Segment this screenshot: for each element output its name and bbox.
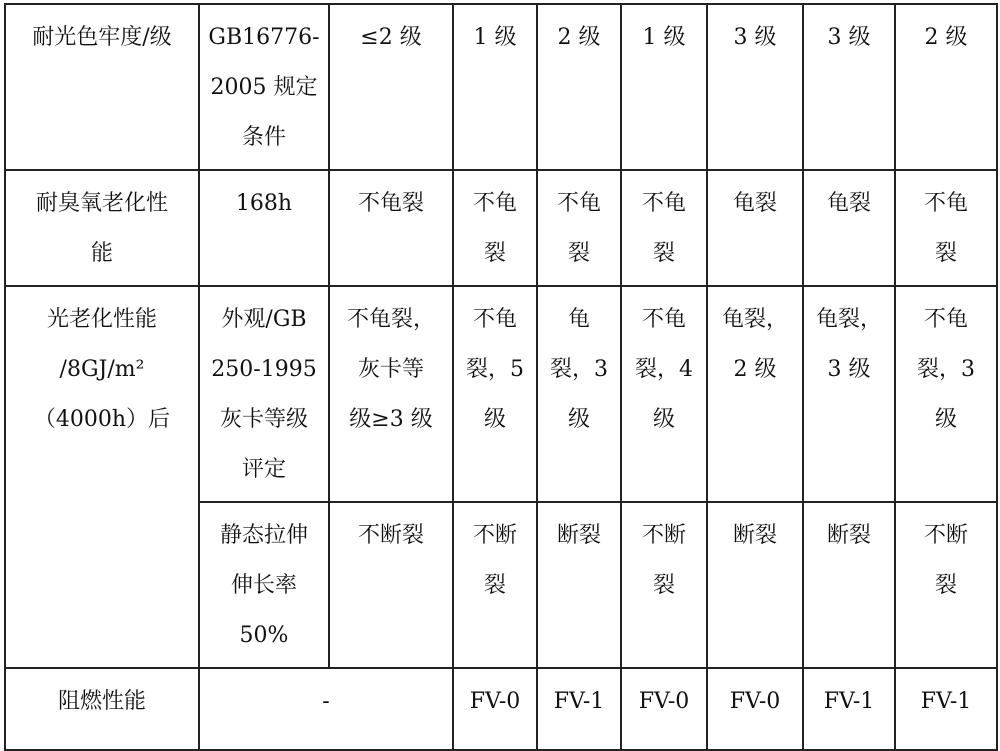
table-cell: 3 级	[803, 4, 895, 170]
merged-cell: -	[199, 668, 453, 750]
table-cell: FV-0	[621, 668, 707, 750]
table-cell: 不断 裂	[621, 502, 707, 668]
table-cell: 2 级	[537, 4, 621, 170]
table-cell: 断裂	[707, 502, 803, 668]
table-cell: 1 级	[453, 4, 537, 170]
table-cell: 龟 裂，3 级	[537, 286, 621, 502]
table-cell: 不龟 裂	[895, 170, 997, 286]
table-cell: FV-0	[707, 668, 803, 750]
requirement: 不龟裂	[329, 170, 453, 286]
requirement: ≤2 级	[329, 4, 453, 170]
table-cell: FV-0	[453, 668, 537, 750]
properties-table	[4, 3, 998, 751]
table-cell: 2 级	[895, 4, 997, 170]
table-row	[5, 170, 997, 286]
test-condition: 外观/GB 250-1995 灰卡等级 评定	[199, 286, 329, 502]
row-label: 耐臭氧老化性 能	[5, 170, 199, 286]
table-cell: 龟裂， 2 级	[707, 286, 803, 502]
row-label: 阻燃性能	[5, 668, 199, 750]
table-cell: 不龟 裂，5 级	[453, 286, 537, 502]
table-cell: 不龟 裂，3 级	[895, 286, 997, 502]
table-cell: 3 级	[707, 4, 803, 170]
table-cell: 断裂	[803, 502, 895, 668]
table-cell: 不断 裂	[453, 502, 537, 668]
table-cell: 不龟 裂，4 级	[621, 286, 707, 502]
table-row	[5, 668, 997, 750]
table-cell: 不龟 裂	[453, 170, 537, 286]
table-cell: 不龟 裂	[537, 170, 621, 286]
requirement: 不龟裂， 灰卡等 级≥3 级	[329, 286, 453, 502]
requirement: 不断裂	[329, 502, 453, 668]
table-cell: 1 级	[621, 4, 707, 170]
test-condition: 168h	[199, 170, 329, 286]
table-cell: 不断 裂	[895, 502, 997, 668]
table-cell: FV-1	[895, 668, 997, 750]
table-cell: 龟裂， 3 级	[803, 286, 895, 502]
table-row	[5, 286, 997, 502]
table-cell: 龟裂	[803, 170, 895, 286]
row-label: 耐光色牢度/级	[5, 4, 199, 170]
table-cell: 不龟 裂	[621, 170, 707, 286]
table-cell: 龟裂	[707, 170, 803, 286]
test-condition: GB16776- 2005 规定 条件	[199, 4, 329, 170]
table-cell: FV-1	[537, 668, 621, 750]
test-condition: 静态拉伸 伸长率 50%	[199, 502, 329, 668]
table-row	[5, 4, 997, 170]
table-cell: FV-1	[803, 668, 895, 750]
table-cell: 断裂	[537, 502, 621, 668]
row-label: 光老化性能 /8GJ/m² （4000h）后	[5, 286, 199, 668]
